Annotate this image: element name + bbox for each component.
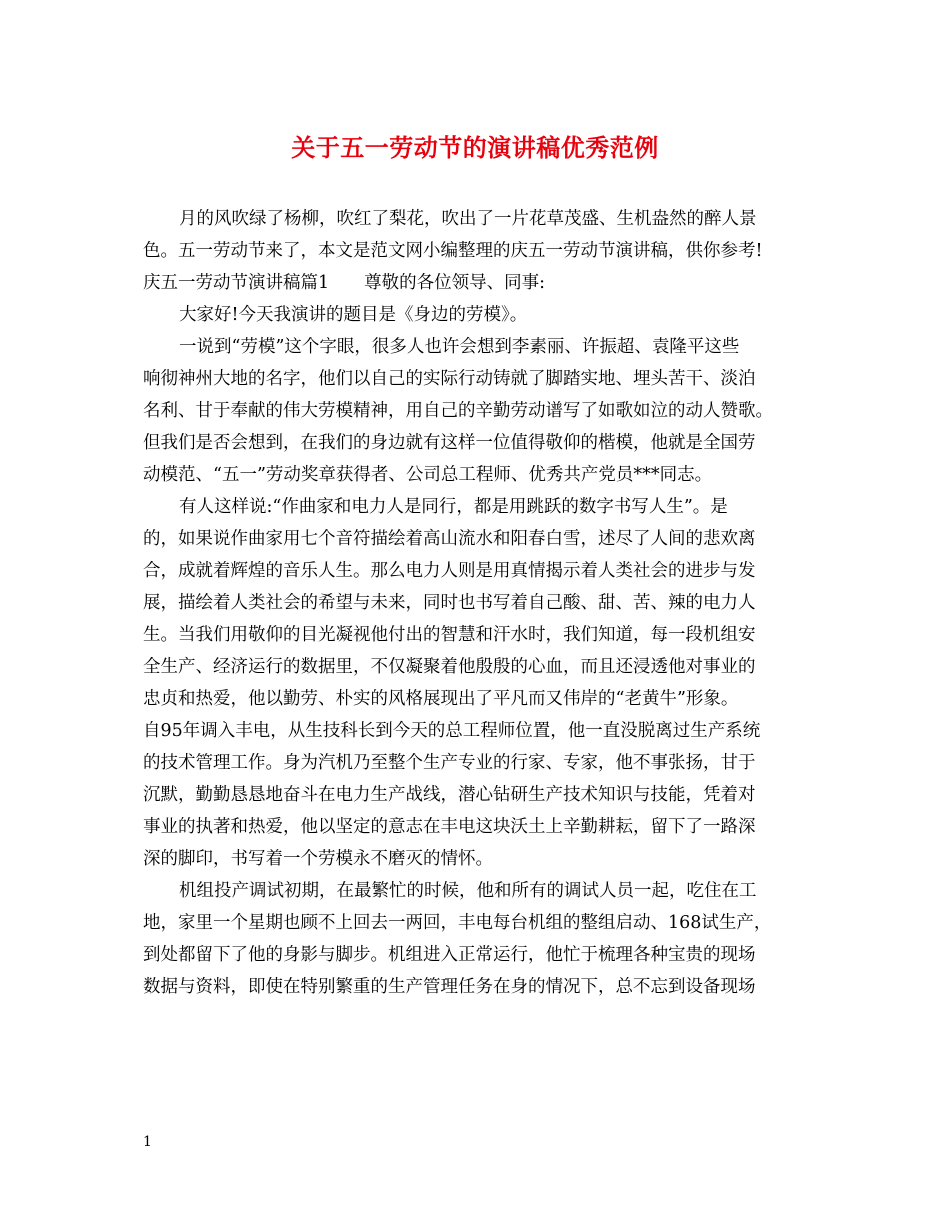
text-line: 沉默，勤勤恳恳地奋斗在电力生产战线，潜心钻研生产技术知识与技能，凭着对 bbox=[143, 785, 756, 805]
text-line: 机组投产调试初期，在最繁忙的时候，他和所有的调试人员一起，吃住在工 bbox=[179, 881, 757, 901]
text-line: 大家好!今天我演讲的题目是《身边的劳模》。 bbox=[179, 305, 528, 325]
page-number: 1 bbox=[143, 1134, 152, 1150]
text-line: 展，描绘着人类社会的希望与未来，同时也书写着自己酸、甜、苦、辣的电力人 bbox=[143, 593, 756, 613]
text-line: 深的脚印，书写着一个劳模永不磨灭的情怀。 bbox=[143, 849, 493, 869]
text-line: 的，如果说作曲家用七个音符描绘着高山流水和阳春白雪，述尽了人间的悲欢离 bbox=[143, 529, 756, 549]
text-line: 有人这样说:“作曲家和电力人是同行，都是用跳跃的数字书写人生”。是 bbox=[179, 497, 728, 517]
document-body bbox=[143, 203, 823, 1003]
text-line: 名利、甘于奉献的伟大劳模精神，用自己的辛勤劳动谱写了如歌如泣的动人赞歌。 bbox=[143, 401, 773, 421]
text-line: 的技术管理工作。身为汽机乃至整个生产专业的行家、专家，他不事张扬，甘于 bbox=[143, 753, 756, 773]
text-line: 色。五一劳动节来了，本文是范文网小编整理的庆五一劳动节演讲稿，供你参考! bbox=[143, 241, 763, 261]
text-line: 自95年调入丰电，从生技科长到今天的总工程师位置，他一直没脱离过生产系统 bbox=[143, 721, 761, 741]
text-line: 忠贞和热爱，他以勤劳、朴实的风格展现出了平凡而又伟岸的“老黄牛”形象。 bbox=[143, 689, 739, 709]
text-line: 月的风吹绿了杨柳，吹红了梨花，吹出了一片花草茂盛、生机盎然的醉人景 bbox=[179, 209, 757, 229]
document-title: 关于五一劳动节的演讲稿优秀范例 bbox=[291, 133, 659, 162]
text-line: 响彻神州大地的名字，他们以自己的实际行动铸就了脚踏实地、埋头苦干、淡泊 bbox=[143, 369, 756, 389]
text-line: 到处都留下了他的身影与脚步。机组进入正常运行，他忙于梳理各种宝贵的现场 bbox=[143, 945, 756, 965]
text-line: 生。当我们用敬仰的目光凝视他付出的智慧和汗水时，我们知道，每一段机组安 bbox=[143, 625, 756, 645]
text-line: 动模范、“五一”劳动奖章获得者、公司总工程师、优秀共产党员***同志。 bbox=[143, 465, 713, 485]
text-line: 数据与资料，即使在特别繁重的生产管理任务在身的情况下，总不忘到设备现场 bbox=[143, 977, 756, 997]
text-line: 但我们是否会想到，在我们的身边就有这样一位值得敬仰的楷模，他就是全国劳 bbox=[143, 433, 756, 453]
text-line: 庆五一劳动节演讲稿篇1 尊敬的各位领导、同事: bbox=[143, 273, 546, 293]
text-line: 全生产、经济运行的数据里，不仅凝聚着他殷殷的心血，而且还浸透他对事业的 bbox=[143, 657, 756, 677]
text-line: 合，成就着辉煌的音乐人生。那么电力人则是用真情揭示着人类社会的进步与发 bbox=[143, 561, 756, 581]
text-line: 一说到“劳模”这个字眼，很多人也许会想到李素丽、许振超、袁隆平这些 bbox=[179, 337, 740, 357]
text-line: 地，家里一个星期也顾不上回去一两回，丰电每台机组的整组启动、168试生产， bbox=[143, 913, 772, 933]
text-line: 事业的执著和热爱，他以坚定的意志在丰电这块沃土上辛勤耕耘，留下了一路深 bbox=[143, 817, 756, 837]
